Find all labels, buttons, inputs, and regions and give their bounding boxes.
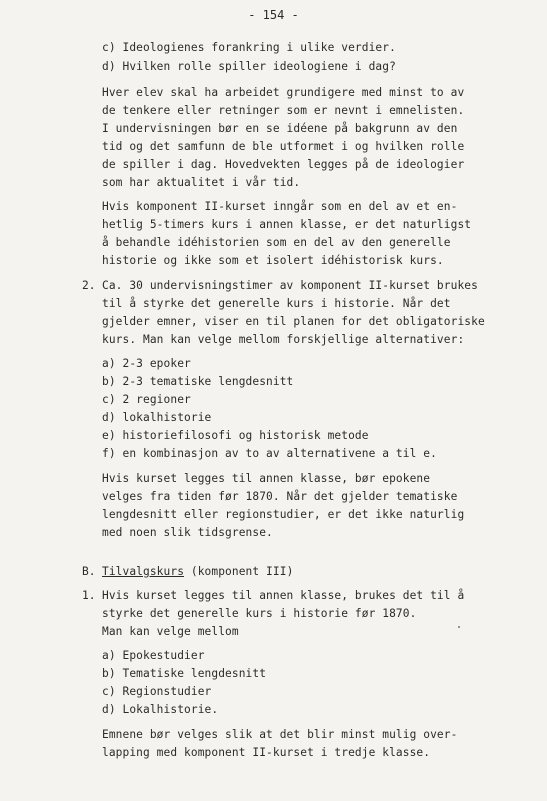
- paragraph-line: som har aktualitet i vår tid.: [102, 176, 301, 189]
- paragraph-line: I undervisningen bør en se idéene på bakgrunn av den: [102, 122, 458, 135]
- section-title: Tilvalgskurs: [102, 565, 185, 578]
- intro-item: d) Hvilken rolle spiller ideologiene i dag?: [102, 60, 396, 73]
- paragraph-line: Hvis komponent II-kurset inngår som en del av et en-: [102, 200, 458, 213]
- list-item: d) Lokalhistorie.: [102, 703, 219, 716]
- paragraph-line: de tenkere eller retninger som er nevnt i emnelisten.: [102, 104, 465, 117]
- paragraph-line: lengdesnitt eller regionstudier, er det ikke naturlig: [102, 508, 465, 521]
- section-heading: [102, 564, 293, 580]
- paragraph-line: tid og det samfunn de ble utformet i og hvilken rolle: [102, 140, 465, 153]
- paragraph-line: Hvis kurset legges til annen klasse, brukes det til å: [102, 589, 465, 602]
- list-item: f) en kombinasjon av to av alternativene a til e.: [102, 447, 437, 460]
- list-item: b) 2-3 tematiske lengdesnitt: [102, 375, 294, 388]
- paragraph-line: styrke det generelle kurs i historie før 1870.: [102, 607, 417, 620]
- list-item: a) Epokestudier: [102, 649, 205, 662]
- paragraph-line: historie og ikke som et isolert idéhistorisk kurs.: [102, 254, 444, 267]
- paragraph-line: de spiller i dag. Hovedvekten legges på de ideologier: [102, 158, 465, 171]
- intro-item: c) Ideologienes forankring i ulike verdier.: [102, 41, 396, 54]
- paragraph-line: hetlig 5-timers kurs i annen klasse, er det naturligst: [102, 218, 472, 231]
- paragraph-line: Ca. 30 undervisningstimer av komponent II-kurset brukes: [102, 279, 478, 292]
- paragraph-line: med noen slik tidsgrense.: [102, 526, 273, 539]
- section-marker: 2.: [82, 279, 96, 292]
- paragraph-line: velges fra tiden før 1870. Når det gjelder tematiske: [102, 490, 458, 503]
- paragraph-line: gjelder emner, viser en til planen for det obligatoriske: [102, 315, 485, 328]
- list-item: c) Regionstudier: [102, 685, 212, 698]
- paragraph-line: Hver elev skal ha arbeidet grundigere med minst to av: [102, 86, 465, 99]
- paragraph-line: til å styrke det generelle kurs i historie. Når det: [102, 297, 451, 310]
- paragraph-line: Man kan velge mellom: [102, 625, 239, 638]
- list-item: d) lokalhistorie: [102, 411, 212, 424]
- paragraph-line: kurs. Man kan velge mellom forskjellige alternativer:: [102, 333, 465, 346]
- paragraph-line: Hvis kurset legges til annen klasse, bør epokene: [102, 472, 431, 485]
- paragraph-line: å behandle idéhistorien som en del av den generelle: [102, 236, 451, 249]
- page-number: - 154 -: [248, 8, 299, 22]
- paragraph-line: lapping med komponent II-kurset i tredje klasse.: [102, 746, 431, 759]
- section-marker: B.: [82, 565, 96, 578]
- paragraph-line: Emnene bør velges slik at det blir minst mulig over-: [102, 728, 458, 741]
- section-marker: 1.: [82, 589, 96, 602]
- list-item: e) historiefilosofi og historisk metode: [102, 429, 369, 442]
- list-item: b) Tematiske lengdesnitt: [102, 667, 267, 680]
- list-item: a) 2-3 epoker: [102, 357, 191, 370]
- ink-speck: [458, 626, 460, 628]
- section-subtitle: (komponent III): [184, 565, 294, 578]
- list-item: c) 2 regioner: [102, 393, 191, 406]
